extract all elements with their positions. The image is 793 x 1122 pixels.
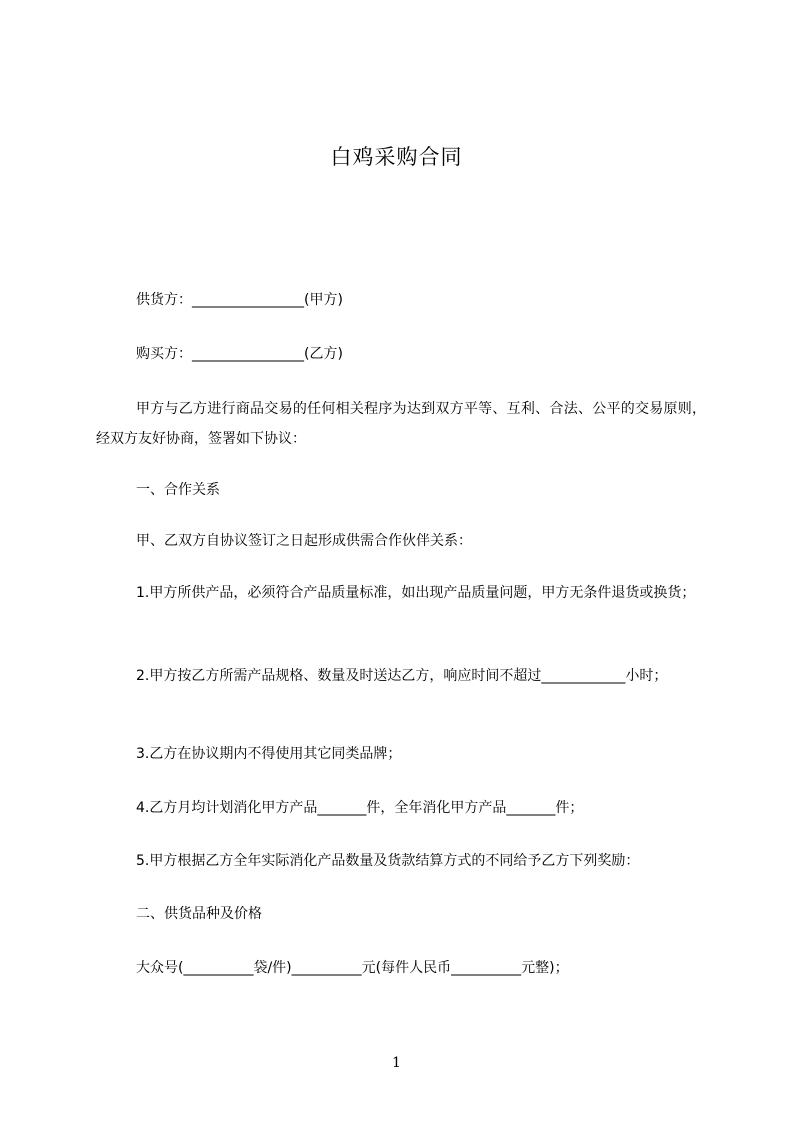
price-line: 大众号(__________袋/件)__________元(每件人民币__________元整)； (136, 960, 569, 976)
document-title: 白鸡采购合同 (330, 145, 463, 169)
section1-lead: 甲、乙双方自协议签订之日起形成供需合作伙伴关系： (136, 533, 472, 549)
clause-item-3: 3.乙方在协议期内不得使用其它同类品牌； (136, 746, 402, 762)
buyer-line: 购买方：________________(乙方) (136, 346, 343, 362)
clause-item-2: 2.甲方按乙方所需产品规格、数量及时送达乙方，响应时间不超过____________小时； (136, 668, 668, 684)
clause-item-4: 4.乙方月均计划消化甲方产品_______件，全年消化甲方产品_______件； (136, 800, 584, 816)
page-number: 1 (392, 1055, 401, 1071)
intro-paragraph: 甲方与乙方进行商品交易的任何相关程序为达到双方平等、互利、合法、公平的交易原则，经双方友好协商，签署如下协议： (96, 401, 706, 447)
supplier-line: 供货方：________________(甲方) (136, 292, 343, 308)
clause-item-1: 1.甲方所供产品，必须符合产品质量标准，如出现产品质量问题，甲方无条件退货或换货； (136, 585, 696, 601)
section1-heading: 一、合作关系 (136, 482, 220, 498)
section2-heading: 二、供货品种及价格 (136, 906, 262, 922)
clause-item-5: 5.甲方根据乙方全年实际消化产品数量及货款结算方式的不同给予乙方下列奖励： (136, 853, 640, 869)
